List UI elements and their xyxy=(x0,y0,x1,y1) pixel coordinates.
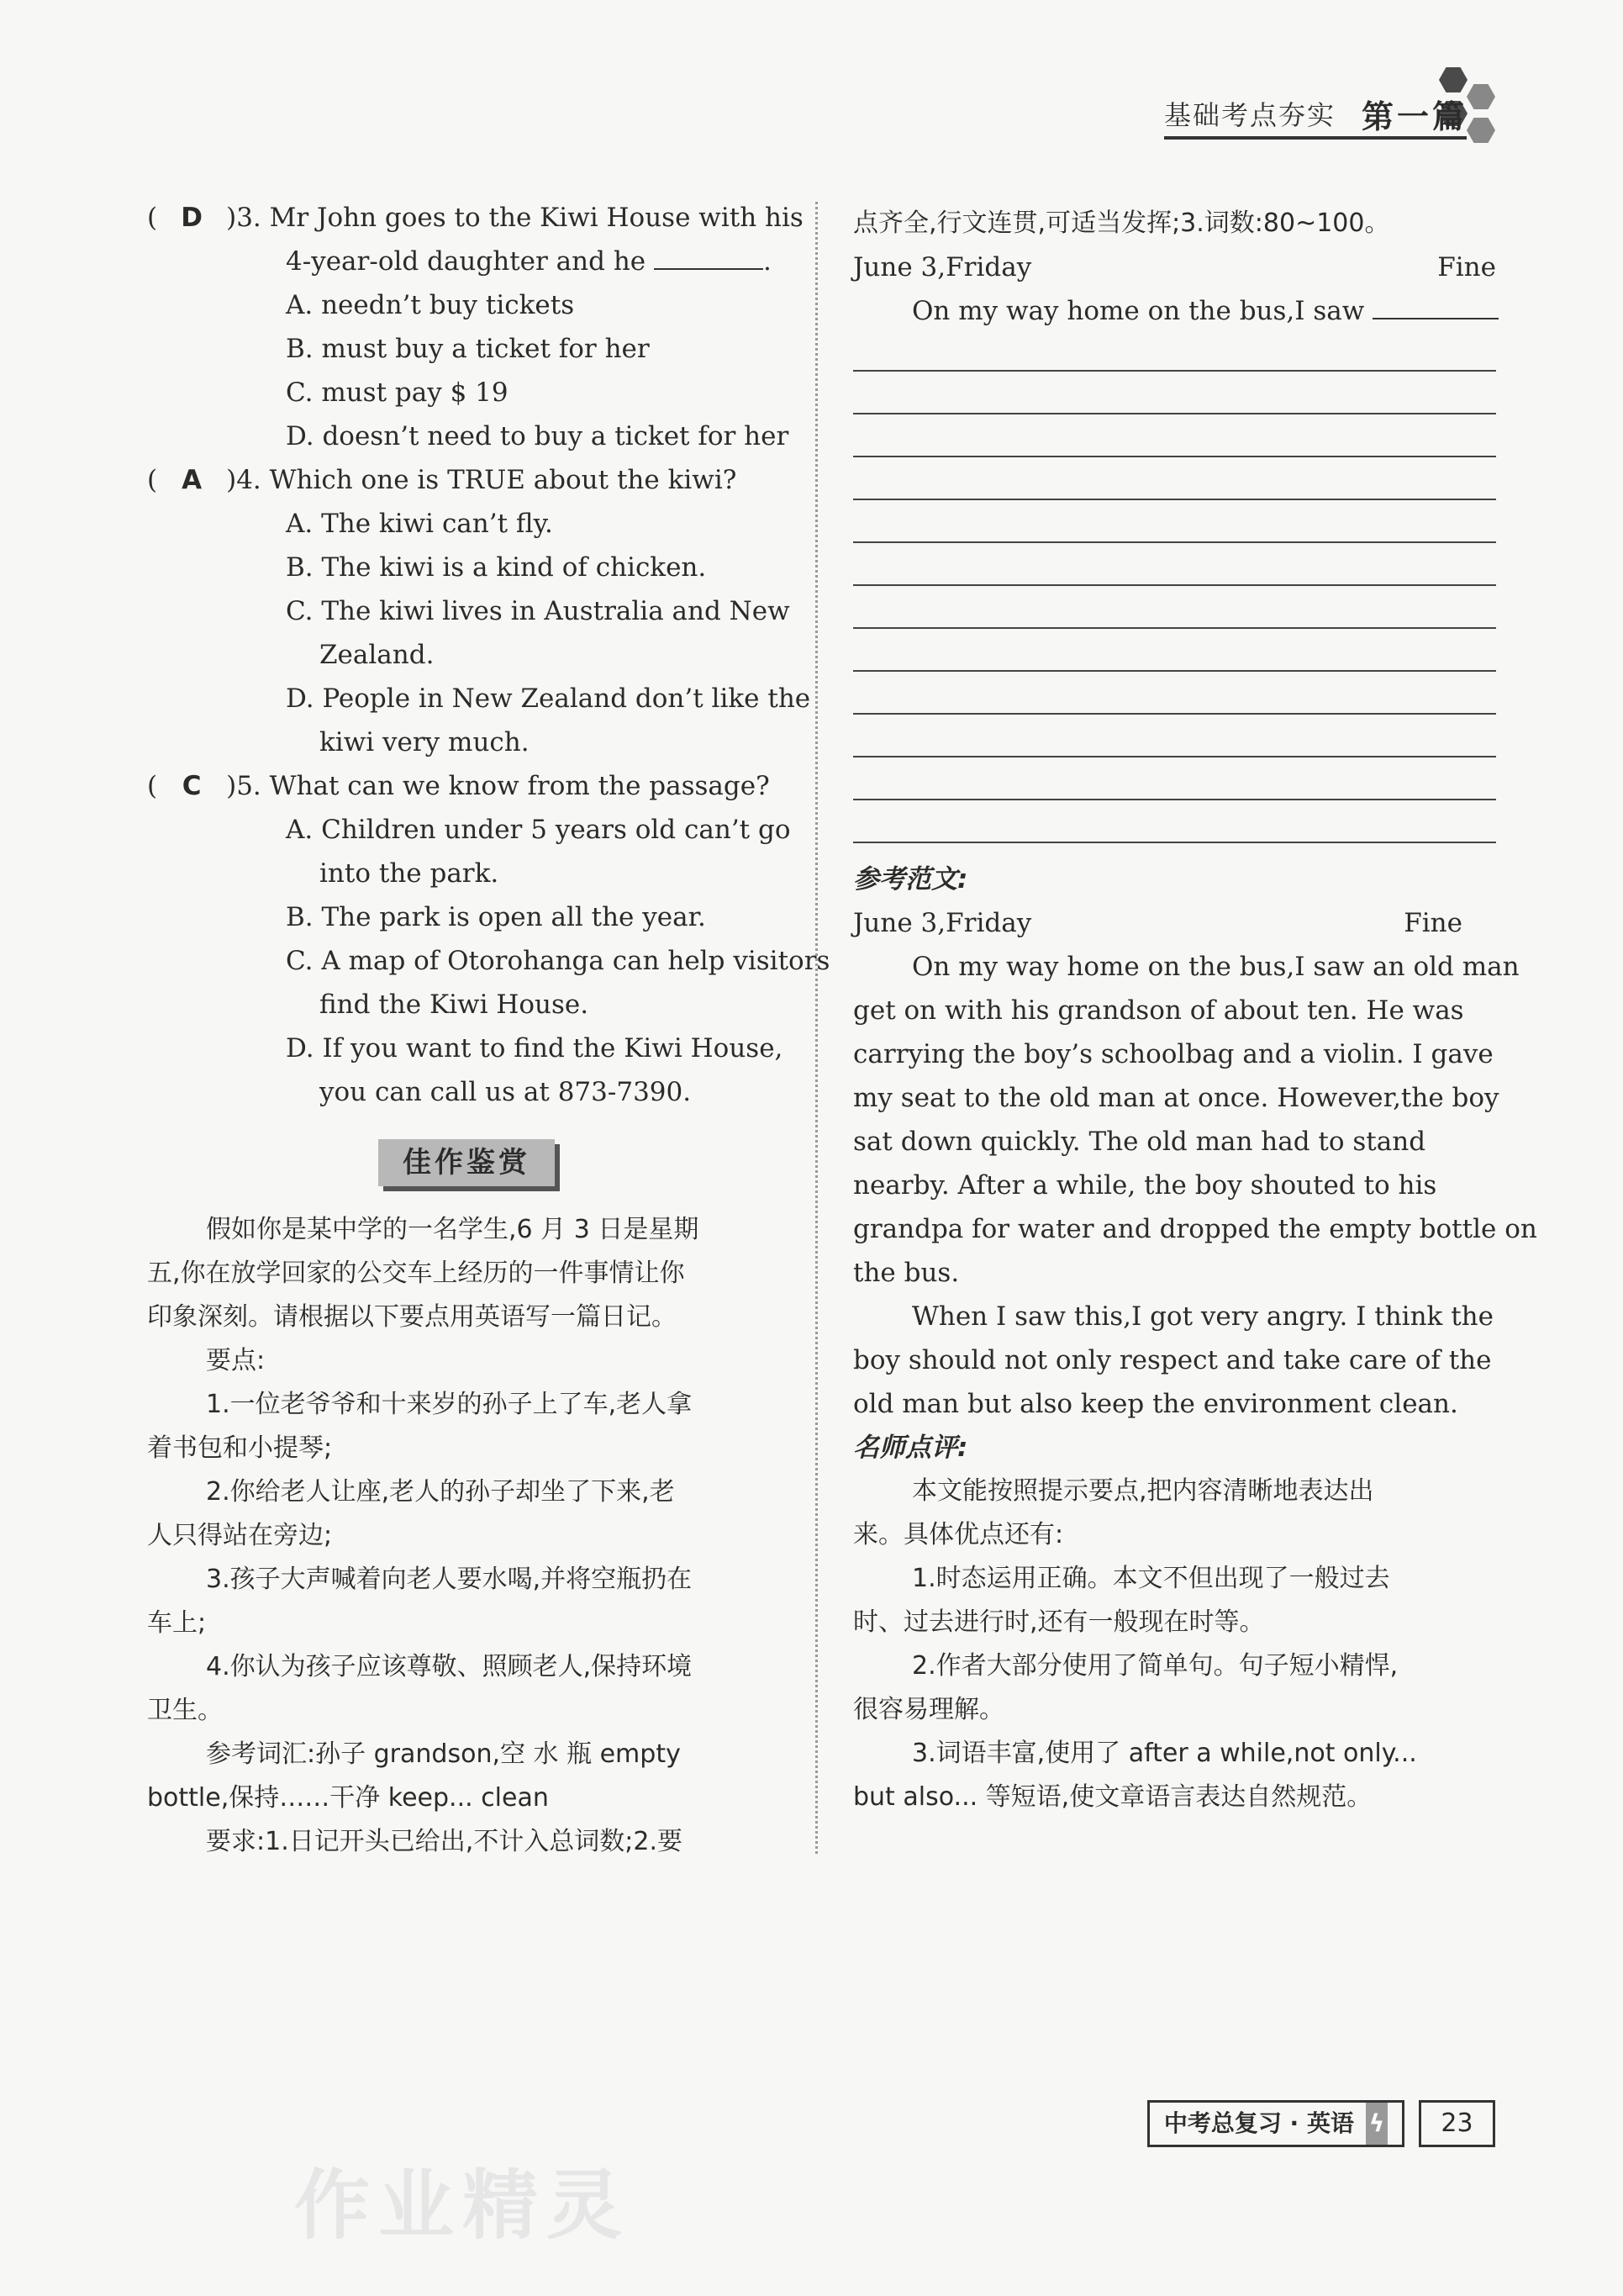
answer-mark: C xyxy=(182,771,202,801)
header-part: 第一篇 xyxy=(1362,98,1468,135)
writing-line xyxy=(853,370,1496,372)
writing-line xyxy=(853,842,1496,843)
comment-line: 2.作者大部分使用了简单句。句子短小精悍, xyxy=(912,1651,1399,1681)
answer-blank xyxy=(654,243,763,270)
prompt-line: 卫生。 xyxy=(147,1696,223,1725)
question-3-stem-cont: 4-year-old daughter and he . xyxy=(147,240,803,283)
sample-line: my seat to the old man at once. However,the boy xyxy=(853,1083,1499,1113)
prompt-line: 3.孩子大声喊着向老人要水喝,并将空瓶扔在 xyxy=(206,1565,693,1594)
sample-line: the bus. xyxy=(853,1258,960,1288)
option: C. must pay $ 19 xyxy=(286,377,509,408)
option: A. Children under 5 years old can’t go xyxy=(286,815,791,845)
sample-line: When I saw this,I got very angry. I think the xyxy=(912,1301,1494,1332)
writing-line xyxy=(853,627,1496,629)
comment-line: 来。具体优点还有: xyxy=(853,1520,1064,1549)
sample-heading xyxy=(853,901,1496,945)
sample-date: June 3,Friday xyxy=(853,908,1032,938)
option-cont: kiwi very much. xyxy=(319,727,530,757)
writing-line xyxy=(853,413,1496,414)
writing-prompt xyxy=(147,1208,803,1864)
sample-line: grandpa for water and dropped the empty bottle on xyxy=(853,1214,1537,1244)
question-4-stem: ( A )4. Which one is TRUE about the kiwi? xyxy=(147,458,803,502)
option: A. The kiwi can’t fly. xyxy=(286,509,553,539)
sample-line: nearby. After a while, the boy shouted to his xyxy=(853,1170,1437,1201)
prompt-line: 车上; xyxy=(147,1608,207,1638)
watermark: 作业精灵 xyxy=(294,2161,630,2250)
writing-line xyxy=(853,713,1496,715)
sample-weather: Fine xyxy=(1404,908,1462,938)
prompt-line: 参考词汇:孙子 grandson,空 水 瓶 empty xyxy=(206,1739,681,1769)
left-column xyxy=(147,196,830,1114)
writing-line xyxy=(853,584,1496,586)
option: C. The kiwi lives in Australia and New xyxy=(286,596,790,626)
prompt-line: 五,你在放学回家的公交车上经历的一件事情让你 xyxy=(147,1259,685,1288)
option-cont: find the Kiwi House. xyxy=(319,990,589,1020)
option: A. needn’t buy tickets xyxy=(286,290,575,320)
prompt-line: 人只得站在旁边; xyxy=(147,1521,333,1550)
prompt-line: 印象深刻。请根据以下要点用英语写一篇日记。 xyxy=(147,1302,677,1332)
footer-book: 中考总复习 · 英语 ϟ xyxy=(1147,2100,1404,2147)
prompt-line: 要求:1.日记开头已给出,不计入总词数;2.要 xyxy=(206,1827,682,1856)
diary-weather: Fine xyxy=(1437,252,1496,282)
comment-line: 3.词语丰富,使用了 after a while,not only... xyxy=(912,1739,1417,1768)
option: B. must buy a ticket for her xyxy=(286,334,650,364)
option: C. A map of Otorohanga can help visitors xyxy=(286,946,830,976)
sample-line: On my way home on the bus,I saw an old man xyxy=(912,952,1520,982)
header-title: 基础考点夯实 xyxy=(1164,99,1336,131)
option: D. People in New Zealand don’t like the xyxy=(286,684,811,714)
option: D. doesn’t need to buy a ticket for her xyxy=(286,421,789,451)
sample-essay xyxy=(853,858,1537,1819)
hexagon-decoration-icon xyxy=(1467,84,1495,109)
header-underline xyxy=(1164,136,1467,140)
writing-line xyxy=(853,456,1496,457)
option: B. The kiwi is a kind of chicken. xyxy=(286,552,707,583)
column-divider xyxy=(815,202,818,1854)
option: B. The park is open all the year. xyxy=(286,902,706,932)
option-cont: into the park. xyxy=(319,858,499,889)
answer-mark: A xyxy=(182,465,203,495)
question-5-stem: ( C )5. What can we know from the passage? xyxy=(147,764,803,808)
writing-line xyxy=(853,756,1496,757)
sample-line: carrying the boy’s schoolbag and a violin. I gave xyxy=(853,1039,1494,1069)
right-column-top xyxy=(853,202,1496,333)
writing-line xyxy=(853,499,1496,500)
writing-line xyxy=(853,799,1496,800)
writing-line xyxy=(853,670,1496,672)
lightning-icon: ϟ xyxy=(1366,2103,1388,2145)
option-cont: you can call us at 873-7390. xyxy=(319,1077,692,1107)
hexagon-decoration-icon xyxy=(1467,118,1495,143)
page-number: 23 xyxy=(1419,2100,1495,2147)
prompt-line: 假如你是某中学的一名学生,6 月 3 日是星期 xyxy=(206,1215,699,1244)
comment-label: 名师点评: xyxy=(853,1433,968,1463)
answer-mark: D xyxy=(181,203,203,233)
comment-line: 很容易理解。 xyxy=(853,1695,1004,1724)
option: D. If you want to find the Kiwi House, xyxy=(286,1033,783,1064)
prompt-line: 1.一位老爷爷和十来岁的孙子上了车,老人拿 xyxy=(206,1390,693,1419)
prompt-line: 要点: xyxy=(206,1346,266,1375)
comment-line: 时、过去进行时,还有一般现在时等。 xyxy=(853,1607,1265,1637)
comment-line: but also... 等短语,使文章语言表达自然规范。 xyxy=(853,1782,1373,1812)
hexagon-decoration-icon xyxy=(1439,67,1468,92)
comment-line: 本文能按照提示要点,把内容清晰地表达出 xyxy=(912,1476,1374,1506)
sample-line: old man but also keep the environment clean. xyxy=(853,1389,1458,1419)
section-title: 佳作鉴赏 xyxy=(378,1139,555,1186)
sample-line: boy should not only respect and take care of the xyxy=(853,1345,1492,1375)
option-cont: Zealand. xyxy=(319,640,435,670)
diary-date: June 3,Friday xyxy=(853,252,1032,282)
writing-line xyxy=(853,541,1496,543)
answer-blank xyxy=(1373,293,1499,319)
prompt-line: 2.你给老人让座,老人的孙子却坐了下来,老 xyxy=(206,1477,675,1507)
diary-start: On my way home on the bus,I saw xyxy=(853,289,1496,333)
prompt-line: 着书包和小提琴; xyxy=(147,1433,333,1463)
diary-heading xyxy=(853,245,1496,289)
question-3-stem: ( D )3. Mr John goes to the Kiwi House with his xyxy=(147,196,803,240)
requirement-cont: 点齐全,行文连贯,可适当发挥;3.词数:80~100。 xyxy=(853,208,1390,238)
comment-line: 1.时态运用正确。本文不但出现了一般过去 xyxy=(912,1564,1390,1593)
sample-label: 参考范文: xyxy=(853,864,968,895)
sample-line: sat down quickly. The old man had to stand xyxy=(853,1127,1426,1157)
prompt-line: bottle,保持……干净 keep... clean xyxy=(147,1783,549,1813)
prompt-line: 4.你认为孩子应该尊敬、照顾老人,保持环境 xyxy=(206,1652,693,1681)
sample-line: get on with his grandson of about ten. He was xyxy=(853,995,1464,1026)
